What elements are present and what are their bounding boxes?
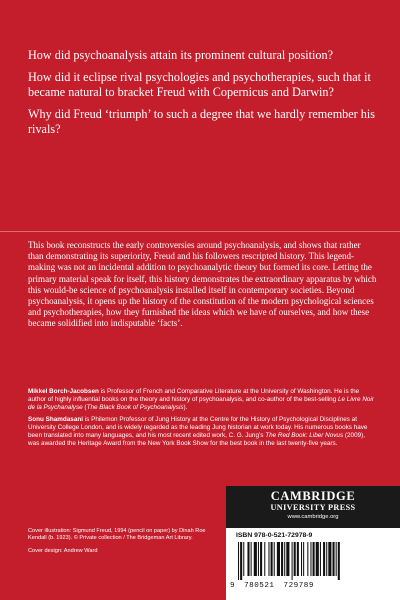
publisher-name: CAMBRIDGE [270, 489, 356, 503]
barcode-bar [281, 542, 283, 576]
barcode-bar [264, 542, 265, 576]
barcode-bar [313, 542, 315, 576]
book-description: This book reconstructs the early controversies around psychoanalysis, and shows that rather than demonstrating its superiority, Freud and his followers rescripted history. This legend-making was not an incidental addition to psychoanalytic theory but formed its core. Letting the primary material speak for itself, this history demonstrates the extraordinary apparatus by which this would-be science of psychoanalysis installed itself in contemporary societies. Beyond psychoanalysis, it opens up the history of the constitution of the modern psychological sciences and psychotherapies, how they furnished the ideas which we have of ourselves, and how these became solidified into indisputable ‘facts’. [28, 240, 377, 329]
barcode-digits [230, 582, 396, 590]
bio-text: ). [183, 404, 188, 412]
author-bios [28, 388, 378, 451]
book-title: The Black Book of Psychoanalysis [86, 404, 184, 412]
barcode-bar [254, 542, 257, 576]
barcode-bar [333, 542, 335, 576]
barcode-bar [277, 542, 280, 576]
bio-text: is Professor of French and Comparative Literature at the University of Washington. He is the author of highly influential books on the theory and history of psychoanalysis, and co-author of the best-selling [28, 388, 360, 404]
cover-credits [28, 528, 208, 556]
question-1: How did psychoanalysis attain its prominent cultural position? [28, 48, 333, 62]
author-name: Sonu Shamdasani [28, 415, 83, 423]
barcode-bar [238, 542, 239, 580]
barcode-bar [271, 542, 273, 576]
bio-text: ( [82, 404, 87, 412]
barcode-digit-group: 780521 [244, 582, 275, 590]
barcode-bar [310, 542, 311, 576]
book-title: Le Livre Noir de la Psychanalyse [28, 396, 374, 412]
barcode-bar [307, 542, 308, 576]
barcode-bar [303, 542, 304, 576]
barcode-bar [258, 542, 259, 576]
barcode-bar [328, 542, 331, 576]
divider [0, 231, 400, 232]
barcode-bar [294, 542, 296, 576]
barcode-bar [268, 542, 269, 576]
barcode-bar [292, 542, 293, 580]
barcode-bar [326, 542, 327, 576]
publisher-url: www.cambridge.org [287, 514, 339, 520]
barcode-bar [251, 542, 252, 576]
illustration-credit: Cover illustration: Sigmund Freud, 1994 (pencil on paper) by Dinah Roe Kendall (b. 1923). © Private collection / The Bridgeman Art Library. [28, 528, 206, 542]
barcode-bar [301, 542, 302, 576]
barcode-digit-group: 9 [230, 582, 236, 590]
barcode-bar [284, 542, 285, 576]
publisher-logo-band [226, 486, 400, 528]
question-3: Why did Freud ‘triumph’ to such a degree that we hardly remember his rivals? [28, 107, 376, 136]
barcode-bar [243, 542, 244, 576]
isbn-number: ISBN 978-0-521-72978-9 [236, 532, 313, 539]
barcode-bar [260, 542, 262, 576]
question-2: How did it eclipse rival psychologies and psychotherapies, such that it became natural to bracket Freud with Copernicus and Darwin? [28, 70, 371, 99]
barcode-image [236, 542, 394, 580]
publisher-press: UNIVERSITY PRESS [270, 503, 356, 512]
author-bio-shamdasani [28, 416, 378, 449]
barcode-bar [274, 542, 275, 576]
bio-text: is Philemon Professor of Jung History at the Centre for the History of Psychological Disciplines at University College London, and is widely regarded as the leading Jung historian at work today. His numerous books have been translated into many languages, and his most recent edited work, C. G. Jung’s [28, 415, 368, 440]
barcode-bar [286, 542, 289, 576]
bio-text: (2009), was awarded the Heritage Award from the New York Book Show for the best book in the last twenty-five years. [28, 432, 366, 448]
barcode-bar [338, 542, 340, 580]
book-title: The Red Book: Liber Novus [265, 432, 344, 440]
barcode-bar [297, 542, 299, 576]
publisher-barcode-box [226, 486, 400, 600]
barcode-bar [336, 542, 337, 576]
barcode-bar [316, 542, 319, 576]
barcode-digit-group: 729789 [283, 582, 314, 590]
author-name: Mikkel Borch-Jacobsen [28, 388, 99, 395]
author-bio-borch-jacobsen [28, 388, 378, 413]
question-list [28, 48, 378, 144]
barcode-bar [240, 542, 242, 580]
barcode-bar [320, 542, 321, 576]
barcode-bar [247, 542, 249, 576]
barcode-bar [323, 542, 325, 576]
design-credit: Cover design: Andrew Ward [28, 548, 98, 555]
